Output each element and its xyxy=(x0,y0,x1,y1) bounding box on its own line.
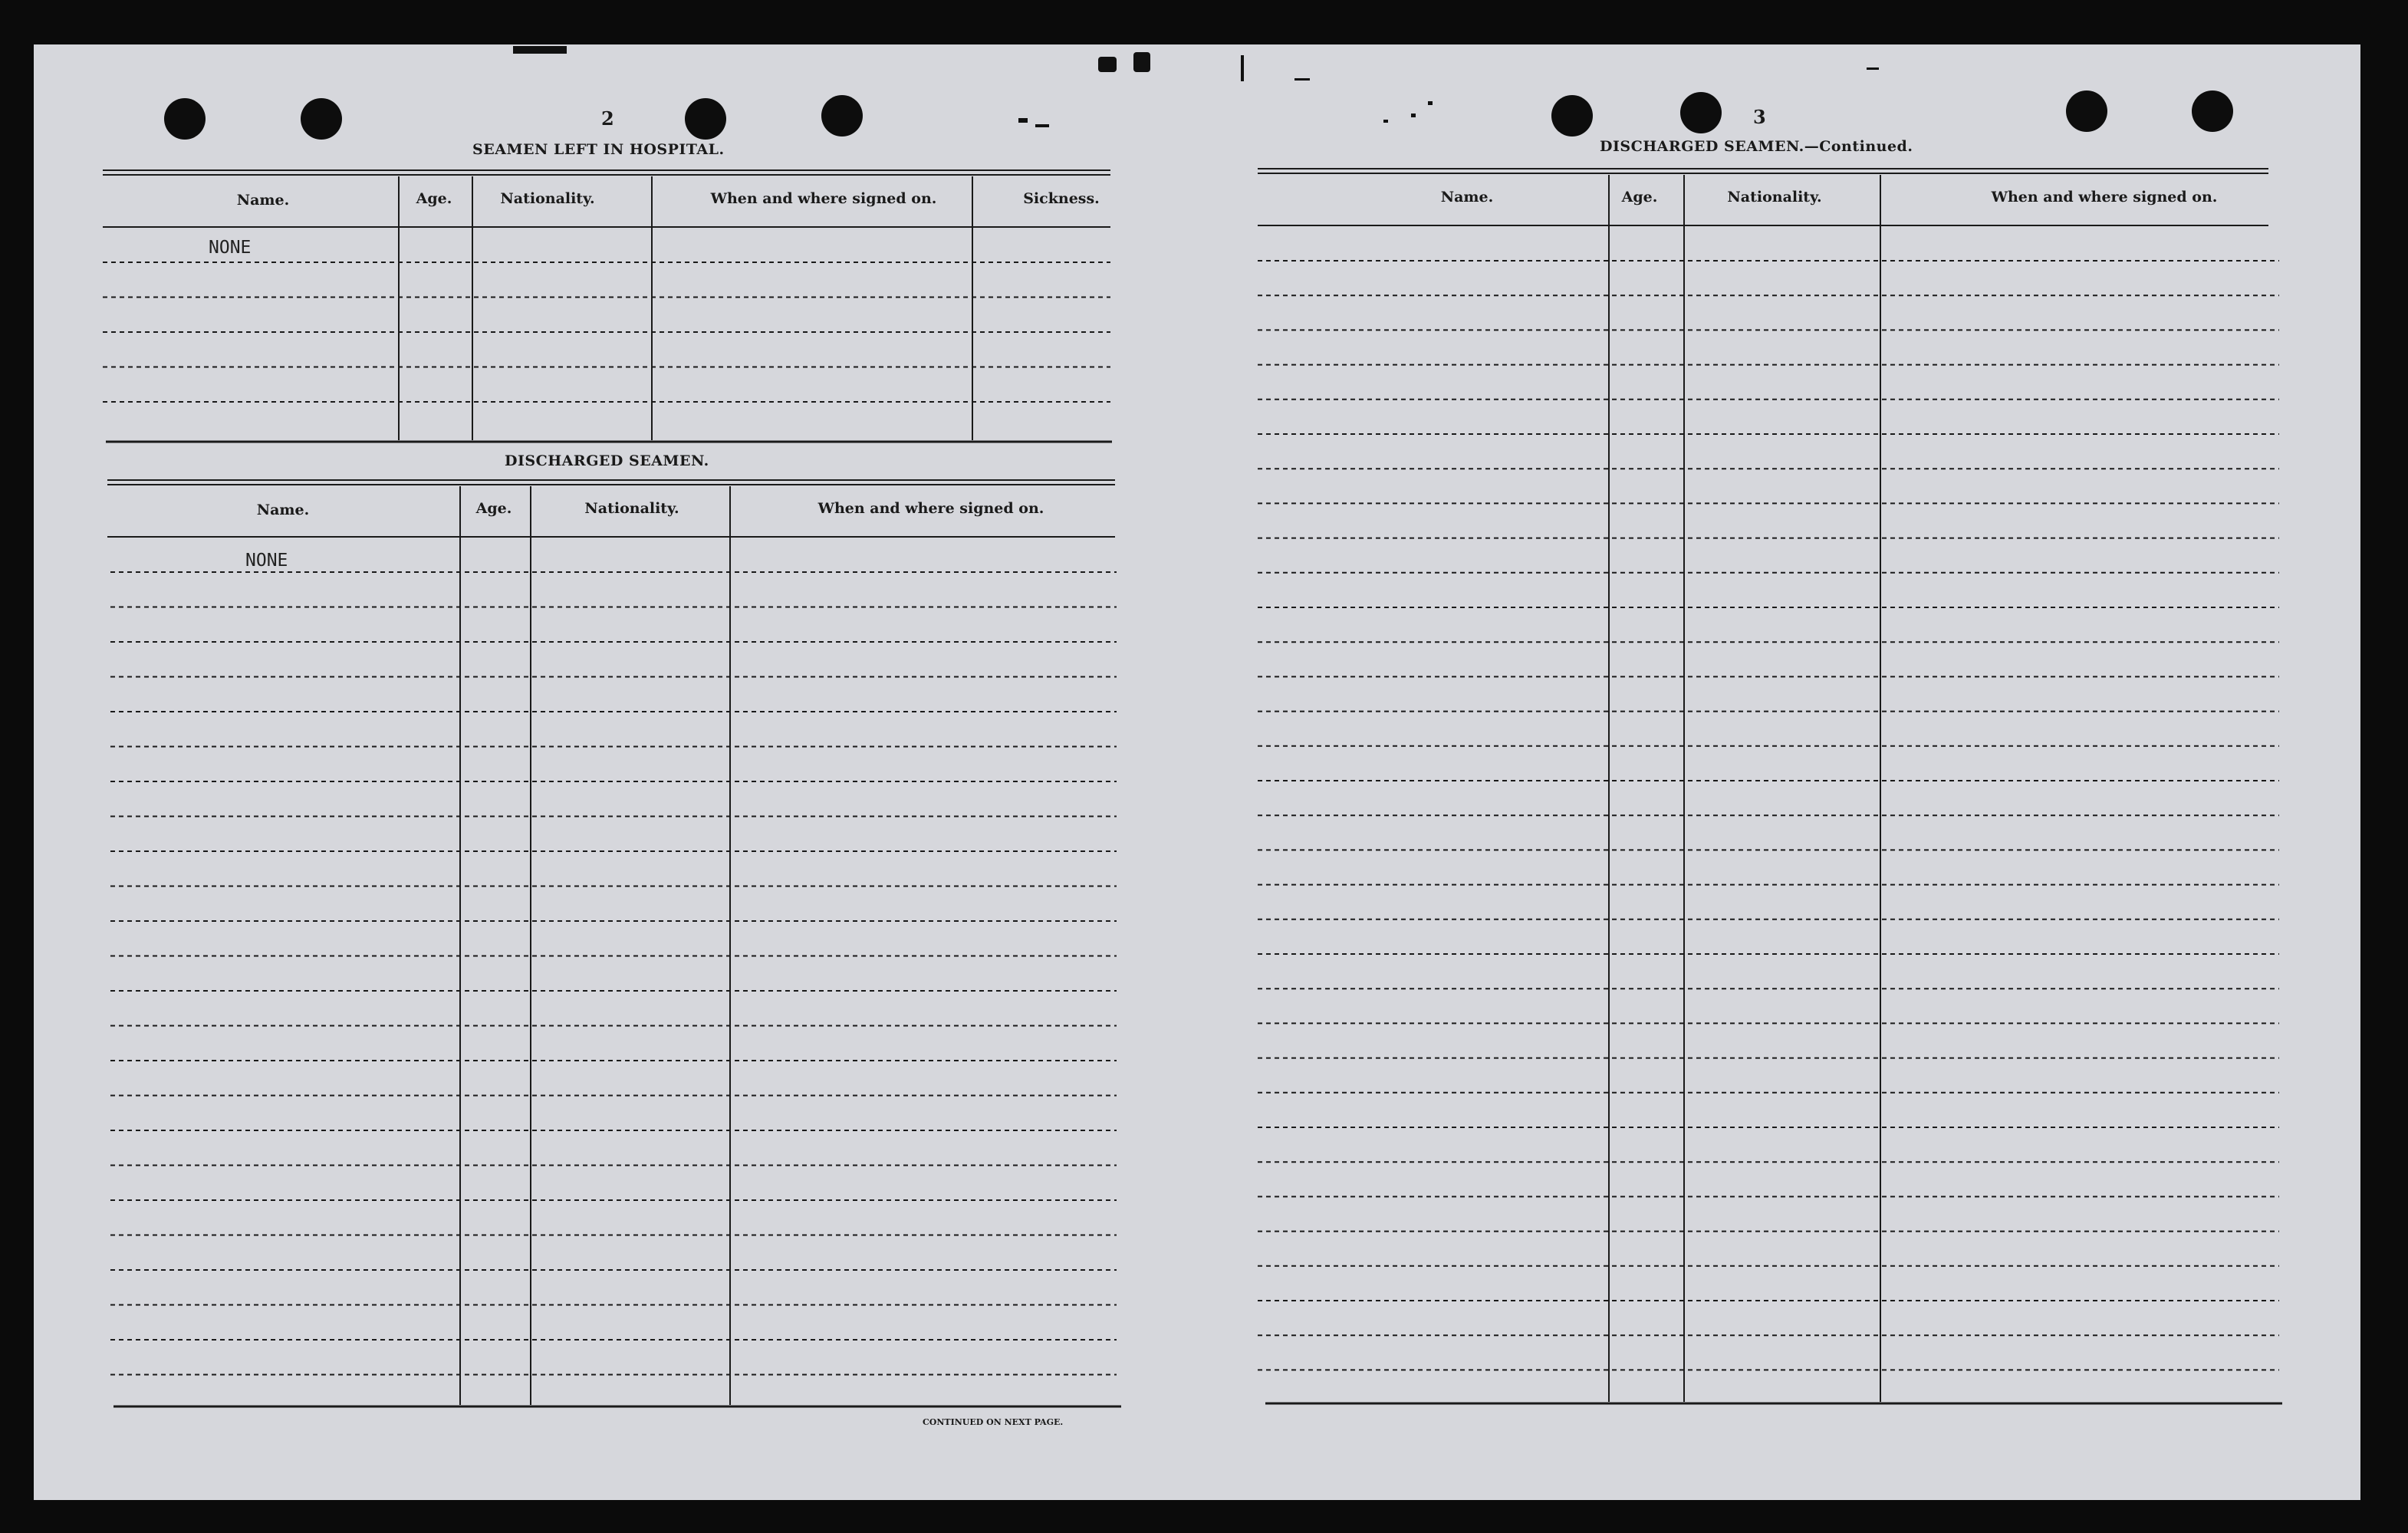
column-header-name: Name. xyxy=(256,502,310,518)
section-title-discharged-continued: DISCHARGED SEAMEN.—Continued. xyxy=(1600,138,1913,155)
column-header-nationality: Nationality. xyxy=(500,190,595,207)
form-sheet xyxy=(34,44,2360,1500)
column-header-age: Age. xyxy=(416,190,452,207)
continued-footer: CONTINUED ON NEXT PAGE. xyxy=(923,1417,1064,1427)
section-title-discharged: DISCHARGED SEAMEN. xyxy=(505,452,709,469)
column-header-age: Age. xyxy=(475,500,512,517)
discharged-entry-name: NONE xyxy=(245,551,288,571)
column-header-sickness: Sickness. xyxy=(1023,190,1100,207)
page-number-left: 2 xyxy=(601,107,614,130)
column-header-nationality: Nationality. xyxy=(584,500,679,517)
section-title-hospital: SEAMEN LEFT IN HOSPITAL. xyxy=(472,141,725,158)
hospital-entry-name: NONE xyxy=(209,238,252,258)
page-number-right: 3 xyxy=(1753,106,1766,128)
column-header-nationality: Nationality. xyxy=(1727,189,1822,206)
column-header-name: Name. xyxy=(1440,189,1494,206)
column-header-signed-on: When and where signed on. xyxy=(817,500,1044,517)
column-header-signed-on: When and where signed on. xyxy=(1991,189,2218,206)
column-header-signed-on: When and where signed on. xyxy=(710,190,937,207)
column-header-age: Age. xyxy=(1621,189,1658,206)
table-rules xyxy=(34,44,2360,1500)
column-header-name: Name. xyxy=(236,192,290,209)
